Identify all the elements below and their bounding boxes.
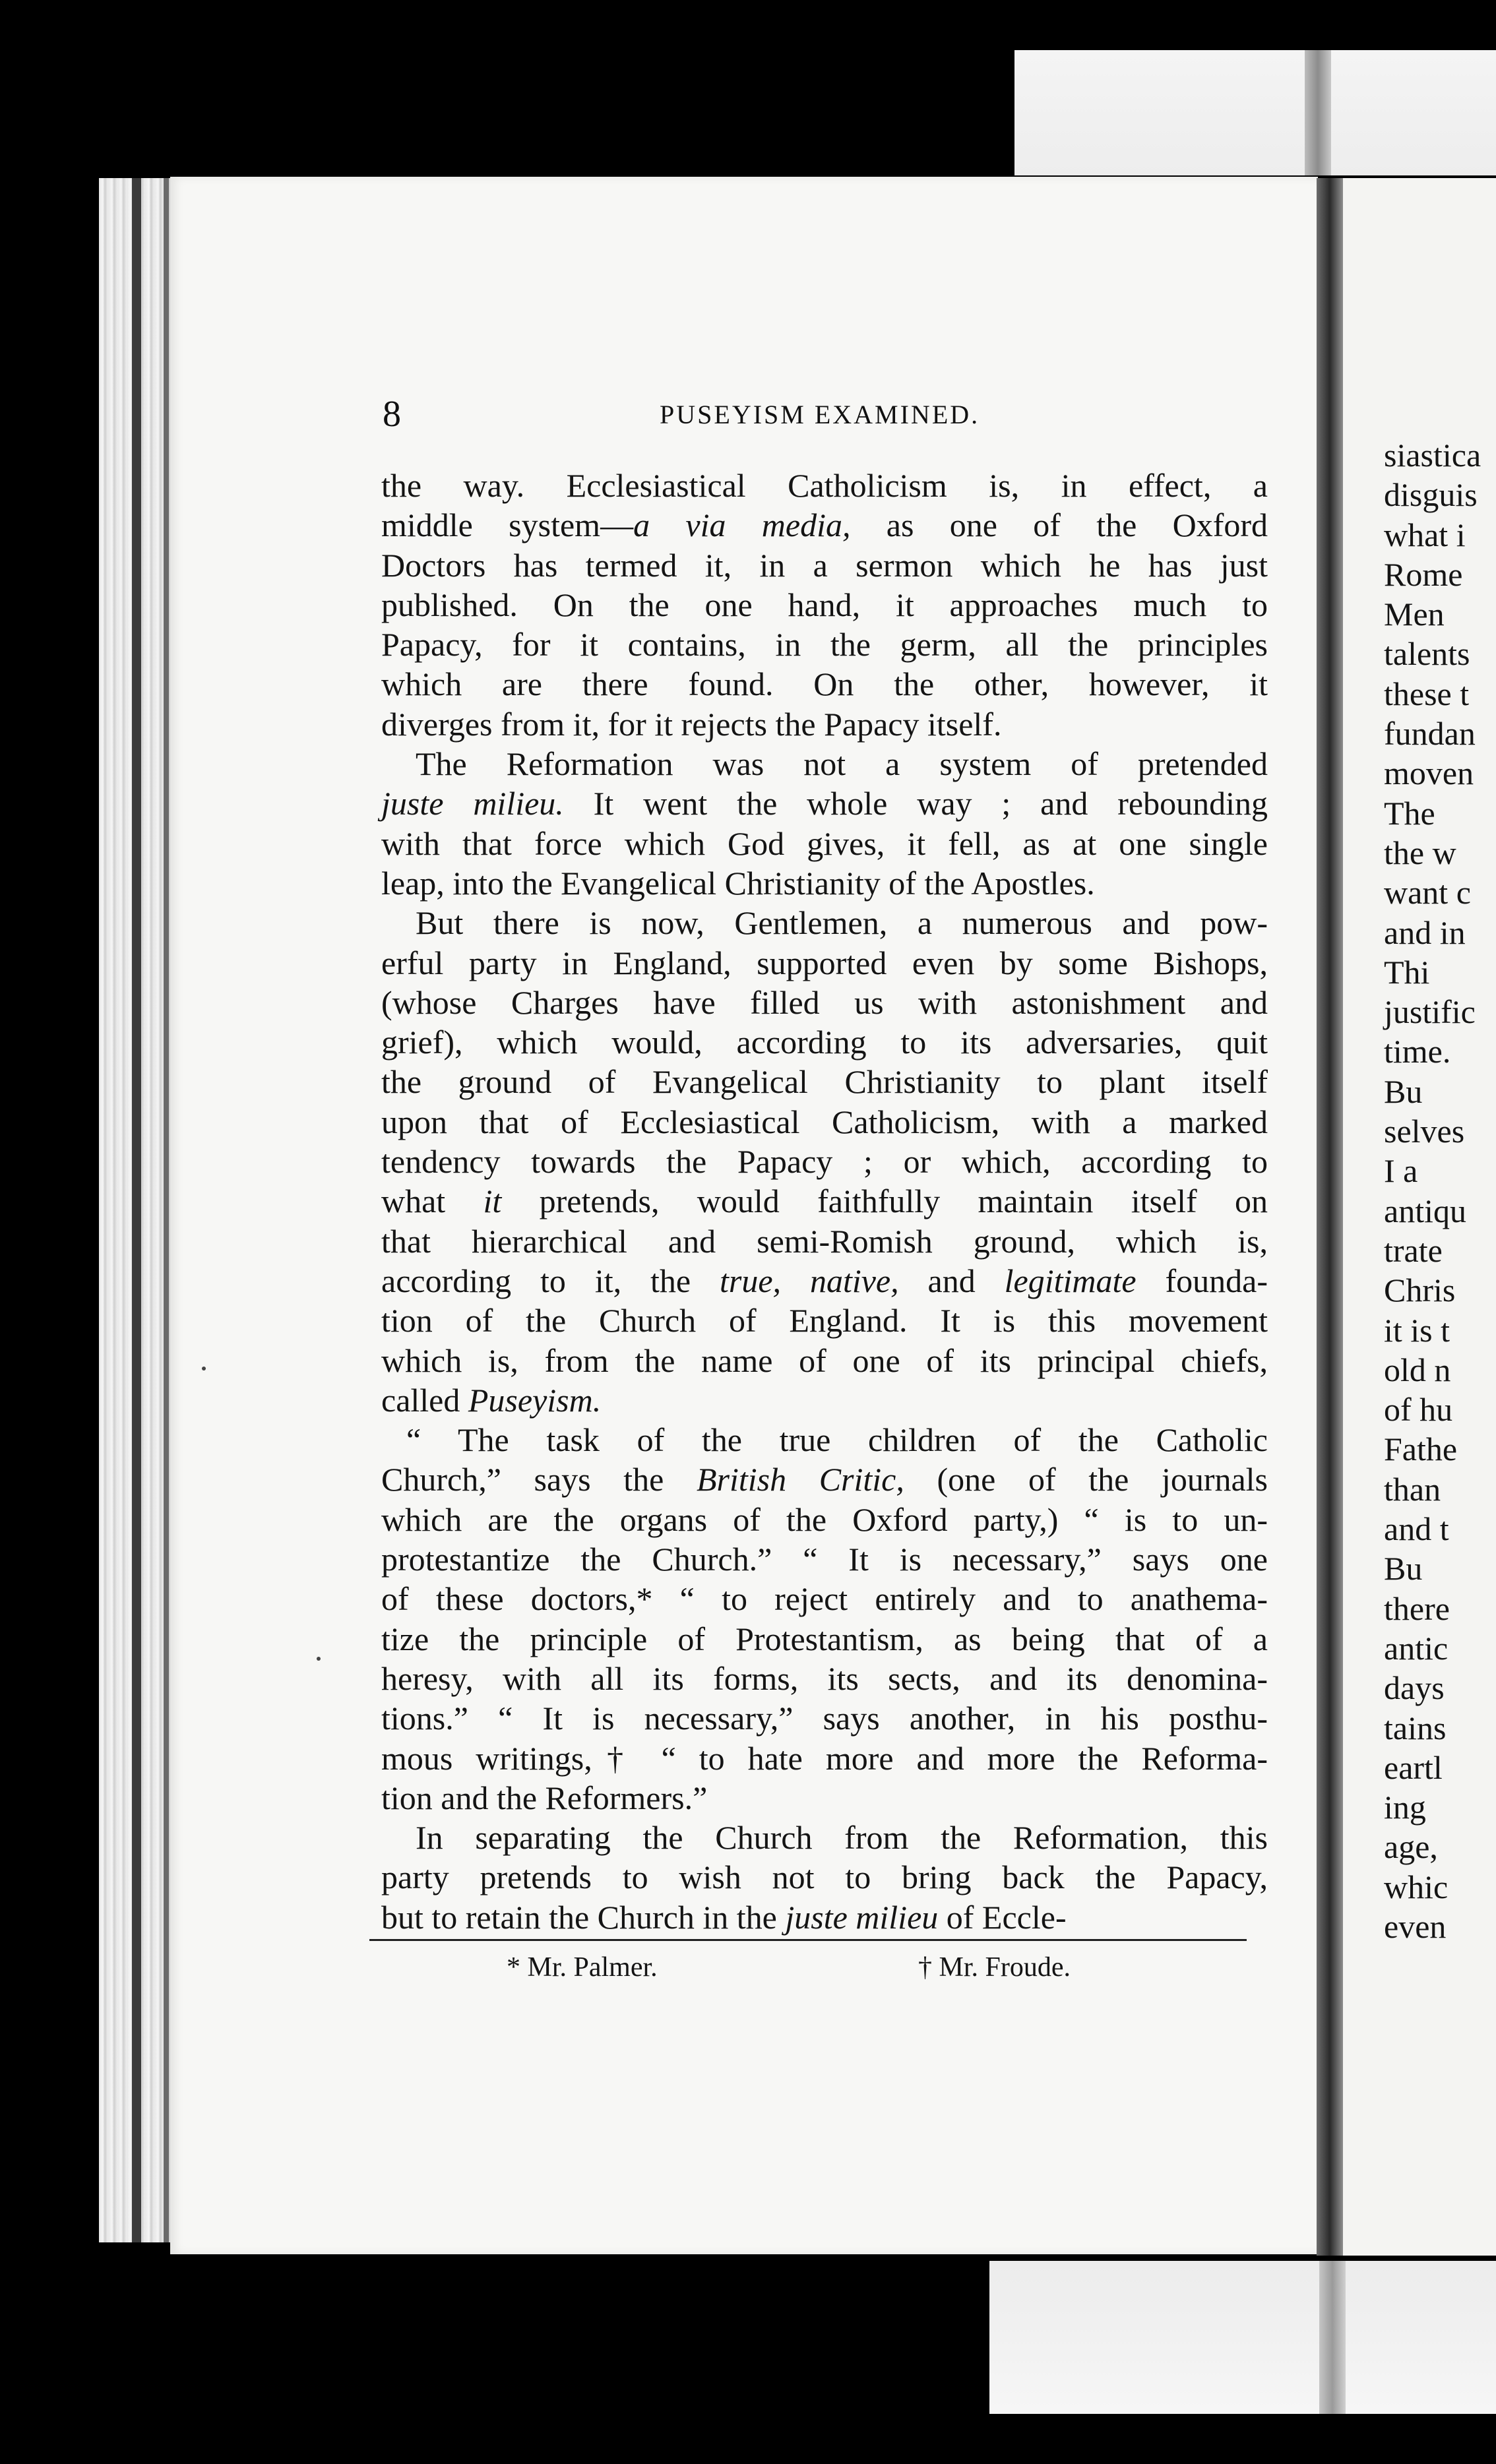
text-line bbox=[381, 1778, 1268, 1818]
text-run: and bbox=[898, 1262, 1005, 1299]
top-paper-slip bbox=[1014, 50, 1496, 175]
text-line bbox=[381, 505, 1268, 545]
text-line bbox=[381, 903, 1268, 942]
stray-mark bbox=[202, 1367, 206, 1371]
text-line bbox=[381, 784, 1268, 823]
text-line bbox=[381, 1341, 1268, 1380]
stray-mark bbox=[317, 1657, 321, 1661]
facing-page-line: justific bbox=[1384, 993, 1476, 1031]
text-line bbox=[381, 943, 1268, 983]
text-line bbox=[381, 863, 1268, 903]
text-run: “ The task of the true children of the Catholic bbox=[406, 1421, 1268, 1459]
italic-text: it bbox=[483, 1183, 502, 1220]
page-header bbox=[383, 394, 1266, 434]
facing-page-line: Rome bbox=[1384, 555, 1463, 593]
binding-shadow bbox=[132, 178, 141, 2242]
facing-page-line: want c bbox=[1384, 874, 1471, 911]
text-run: heresy, with all its forms, its sects, and its denomina- bbox=[381, 1659, 1268, 1697]
facing-page-line: and in bbox=[1384, 913, 1466, 951]
italic-text: juste milieu. bbox=[381, 785, 564, 822]
text-line bbox=[381, 1420, 1268, 1460]
top-slip-fold bbox=[1305, 50, 1331, 175]
bottom-paper-slip bbox=[989, 2261, 1496, 2414]
facing-page-line: fundan bbox=[1384, 715, 1476, 753]
facing-page-line: even bbox=[1384, 1907, 1447, 1945]
facing-page-line: moven bbox=[1384, 755, 1474, 792]
binding-shadow-inner bbox=[164, 178, 169, 2242]
facing-page-line: disguis bbox=[1384, 476, 1478, 514]
text-line bbox=[381, 1659, 1268, 1698]
facing-page-line: talents bbox=[1384, 635, 1470, 673]
text-line bbox=[381, 625, 1268, 664]
facing-page-line: trate bbox=[1384, 1231, 1443, 1269]
facing-page-line: and t bbox=[1384, 1510, 1449, 1548]
text-line bbox=[381, 824, 1268, 863]
facing-page-line: siastica bbox=[1384, 437, 1481, 474]
text-line bbox=[381, 704, 1268, 744]
text-run: tendency towards the Papacy ; or which, according to bbox=[381, 1143, 1268, 1181]
facing-page-line: of hu bbox=[1384, 1391, 1453, 1429]
facing-page-line: it is t bbox=[1384, 1311, 1450, 1349]
text-run: called bbox=[381, 1381, 468, 1419]
facing-page-line: Chris bbox=[1384, 1272, 1456, 1309]
text-run: which are there found. On the other, however, it bbox=[381, 665, 1268, 703]
text-run: pretends, would faithfully maintain itself on bbox=[501, 1183, 1268, 1220]
text-run: leap, into the Evangelical Christianity of the Apostles. bbox=[381, 864, 1095, 902]
text-run: of Eccle- bbox=[938, 1898, 1067, 1936]
facing-page-line: Men bbox=[1384, 596, 1445, 633]
facing-page-line: eartl bbox=[1384, 1748, 1443, 1786]
text-line bbox=[381, 1739, 1268, 1778]
text-run: diverges from it, for it rejects the Papacy itself. bbox=[381, 705, 1002, 743]
facing-page-line: the w bbox=[1384, 834, 1456, 871]
text-run: which are the organs of the Oxford party,) “ is to un- bbox=[381, 1500, 1268, 1538]
text-line bbox=[381, 1301, 1268, 1340]
facing-page-text bbox=[1384, 435, 1496, 1946]
text-run: mous writings,† “ to hate more and more the Reforma- bbox=[381, 1739, 1268, 1777]
text-run: published. On the one hand, it approaches much to bbox=[381, 586, 1268, 623]
facing-page-line: I a bbox=[1384, 1152, 1418, 1190]
italic-text: legitimate bbox=[1004, 1262, 1137, 1299]
text-line bbox=[381, 1062, 1268, 1101]
facing-page-line: old n bbox=[1384, 1351, 1451, 1388]
page-number: 8 bbox=[383, 394, 401, 435]
text-run: upon that of Ecclesiastical Catholicism, with a marked bbox=[381, 1103, 1268, 1140]
text-line bbox=[381, 466, 1268, 505]
text-run: but to retain the Church in the bbox=[381, 1898, 786, 1936]
body-text bbox=[381, 466, 1268, 1937]
text-run: what bbox=[381, 1183, 483, 1220]
facing-page-line: days bbox=[1384, 1669, 1445, 1707]
text-run: erful party in England, supported even by some Bishops, bbox=[381, 944, 1268, 981]
text-run: Papacy, for it contains, in the germ, all the principles bbox=[381, 626, 1268, 663]
facing-page-line: what i bbox=[1384, 516, 1466, 553]
facing-page-line: Thi bbox=[1384, 953, 1430, 991]
facing-page-line: than bbox=[1384, 1470, 1441, 1508]
text-line bbox=[381, 1380, 1268, 1420]
italic-text: British Critic, bbox=[696, 1461, 904, 1498]
text-line bbox=[381, 1142, 1268, 1181]
text-run: with that force which God gives, it fell, as at one single bbox=[381, 824, 1268, 862]
text-run: (whose Charges have filled us with astonishment and bbox=[381, 983, 1268, 1021]
text-run: But there is now, Gentlemen, a numerous and pow- bbox=[416, 904, 1268, 942]
facing-page-line: Fathe bbox=[1384, 1431, 1458, 1468]
text-run: according to it, the bbox=[381, 1262, 720, 1299]
text-line bbox=[381, 1897, 1268, 1937]
text-line bbox=[381, 1500, 1268, 1539]
text-line bbox=[381, 983, 1268, 1022]
text-line bbox=[381, 1857, 1268, 1897]
italic-text: juste milieu bbox=[785, 1898, 939, 1936]
text-line bbox=[381, 1579, 1268, 1618]
text-run: which is, from the name of one of its principal chiefs, bbox=[381, 1341, 1268, 1379]
text-run: party pretends to wish not to bring back the Papacy, bbox=[381, 1859, 1268, 1896]
text-run: tions.” “ It is necessary,” says another, in his posthu- bbox=[381, 1700, 1268, 1737]
text-line bbox=[381, 1818, 1268, 1857]
text-line bbox=[381, 545, 1268, 585]
text-run: (one of the journals bbox=[904, 1461, 1268, 1498]
text-line bbox=[381, 1460, 1268, 1499]
text-run: Church,” says the bbox=[381, 1461, 697, 1498]
facing-page-line: age, bbox=[1384, 1828, 1438, 1866]
text-line bbox=[381, 1698, 1268, 1738]
text-run: founda- bbox=[1136, 1262, 1268, 1299]
book-gutter bbox=[1317, 178, 1343, 2256]
text-line bbox=[381, 1102, 1268, 1142]
text-run: tion of the Church of England. It is this movement bbox=[381, 1302, 1268, 1340]
text-line bbox=[381, 1221, 1268, 1261]
facing-page-line: these t bbox=[1384, 675, 1470, 712]
footnote-froude: † Mr. Froude. bbox=[918, 1952, 1071, 1983]
bottom-slip-fold bbox=[1319, 2261, 1346, 2414]
text-run: that hierarchical and semi-Romish ground, which is, bbox=[381, 1222, 1268, 1260]
text-run: The Reformation was not a system of pretended bbox=[416, 745, 1268, 783]
facing-page-line: there bbox=[1384, 1589, 1450, 1627]
text-run: tize the principle of Protestantism, as being that of a bbox=[381, 1620, 1268, 1657]
text-run: In separating the Church from the Reformation, this bbox=[416, 1819, 1268, 1857]
running-head: PUSEYISM EXAMINED. bbox=[660, 400, 980, 429]
facing-page-line: Bu bbox=[1384, 1550, 1423, 1587]
text-line bbox=[381, 744, 1268, 784]
text-run: grief), which would, according to its adversaries, quit bbox=[381, 1024, 1268, 1061]
italic-text: a via media, bbox=[633, 507, 851, 544]
facing-page-line: Bu bbox=[1384, 1072, 1423, 1110]
facing-page-line: antiqu bbox=[1384, 1192, 1466, 1229]
text-line bbox=[381, 585, 1268, 625]
text-run: middle system— bbox=[381, 507, 634, 544]
facing-page-line: selves bbox=[1384, 1113, 1465, 1150]
facing-page-line: antic bbox=[1384, 1629, 1449, 1667]
text-run: tion and the Reformers.” bbox=[381, 1779, 708, 1816]
text-line bbox=[381, 1261, 1268, 1301]
text-line bbox=[381, 1619, 1268, 1659]
facing-page-line: The bbox=[1384, 794, 1435, 832]
text-run: Doctors has termed it, in a sermon which he has just bbox=[381, 546, 1268, 584]
facing-page-line: whic bbox=[1384, 1868, 1449, 1905]
facing-page-line: ing bbox=[1384, 1789, 1426, 1826]
text-line bbox=[381, 1539, 1268, 1579]
facing-page-line: time. bbox=[1384, 1033, 1451, 1070]
italic-text: true, native, bbox=[720, 1262, 899, 1299]
facing-page-line: tains bbox=[1384, 1709, 1447, 1746]
text-line bbox=[381, 664, 1268, 704]
text-run: the way. Ecclesiastical Catholicism is, in effect, a bbox=[381, 467, 1268, 504]
text-run: as one of the Oxford bbox=[850, 507, 1268, 544]
text-run: protestantize the Church.” “ It is necessary,” says one bbox=[381, 1541, 1268, 1578]
italic-text: Puseyism. bbox=[468, 1381, 602, 1419]
footnote-rule bbox=[369, 1939, 1247, 1941]
text-line bbox=[381, 1181, 1268, 1221]
text-line bbox=[381, 1022, 1268, 1062]
text-run: It went the whole way ; and rebounding bbox=[563, 785, 1268, 822]
text-run: of these doctors,* “ to reject entirely and to anathema- bbox=[381, 1580, 1268, 1618]
text-run: the ground of Evangelical Christianity to plant itself bbox=[381, 1063, 1268, 1101]
footnote-palmer: * Mr. Palmer. bbox=[507, 1952, 658, 1983]
